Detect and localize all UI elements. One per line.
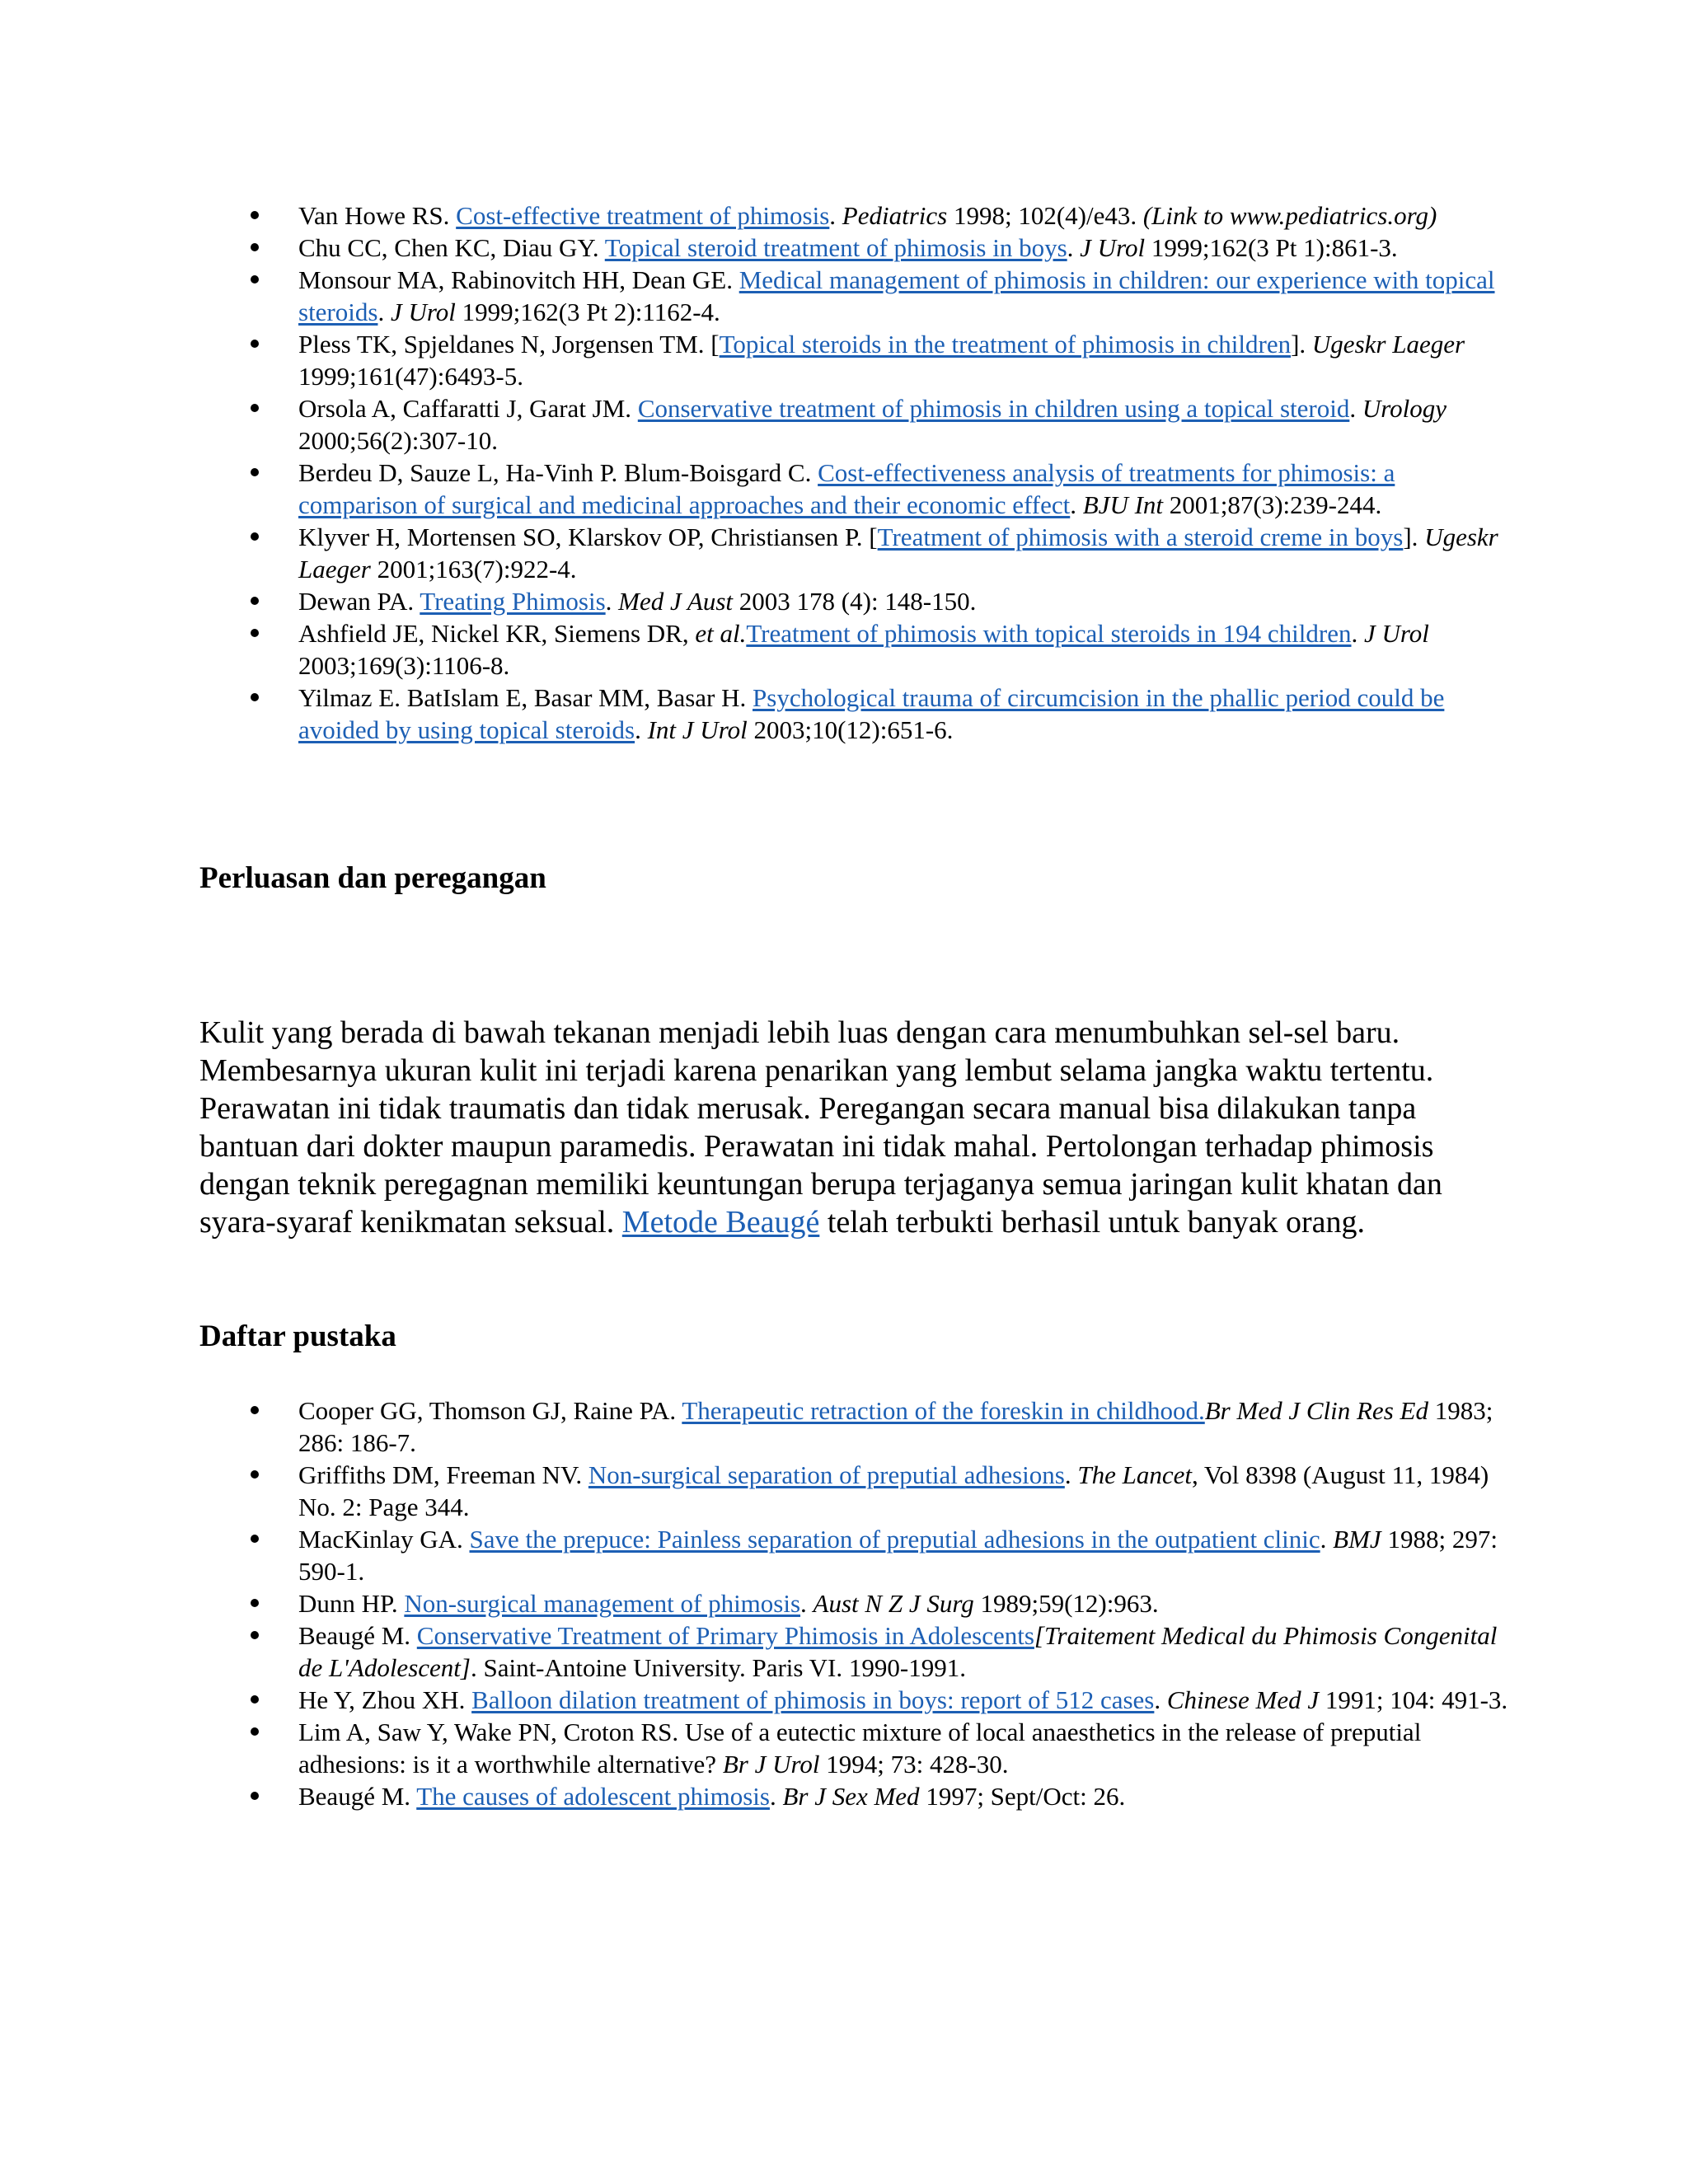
reference-item: MacKinlay GA. Save the prepuce: Painless separation of preputial adhesions in the outpatient clinic. BMJ 1988; 297: 590-1. bbox=[199, 1523, 1510, 1587]
reference-link[interactable]: Psychological trauma of circumcision in the phallic period could be avoided by using topical steroids bbox=[298, 683, 1445, 744]
reference-item: Beaugé M. The causes of adolescent phimosis. Br J Sex Med 1997; Sept/Oct: 26. bbox=[199, 1780, 1510, 1812]
bullet-icon bbox=[251, 597, 259, 605]
reference-item: Ashfield JE, Nickel KR, Siemens DR, et al.Treatment of phimosis with topical steroids in 194 children. J Urol 2003;169(3):1106-8. bbox=[199, 617, 1510, 682]
bullet-icon bbox=[251, 629, 259, 637]
reference-list-topical bbox=[199, 199, 1510, 746]
reference-link[interactable]: Therapeutic retraction of the foreskin in childhood. bbox=[682, 1396, 1205, 1425]
reference-item: Berdeu D, Sauze L, Ha-Vinh P. Blum-Boisgard C. Cost-effectiveness analysis of treatments for phimosis: a comparison of surgical and medicinal approaches and their economic effect. BJU Int 2001;87(3):239-244. bbox=[199, 457, 1510, 521]
reference-link[interactable]: Medical management of phimosis in children: our experience with topical steroids bbox=[298, 265, 1495, 326]
reference-item: Chu CC, Chen KC, Diau GY. Topical steroid treatment of phimosis in boys. J Urol 1999;162(3 Pt 1):861-3. bbox=[199, 232, 1510, 264]
bullet-icon bbox=[251, 404, 259, 412]
reference-link[interactable]: Topical steroid treatment of phimosis in boys bbox=[604, 233, 1067, 262]
reference-link[interactable]: Non-surgical separation of preputial adhesions bbox=[588, 1460, 1065, 1489]
metode-beauge-link[interactable]: Metode Beaugé bbox=[621, 1205, 820, 1240]
section-heading-stretching: Perluasan dan peregangan bbox=[199, 861, 546, 895]
reference-link[interactable]: Topical steroids in the treatment of phimosis in children bbox=[719, 330, 1292, 359]
bullet-icon bbox=[251, 211, 259, 219]
bullet-icon bbox=[251, 1631, 259, 1639]
reference-item: Dunn HP. Non-surgical management of phimosis. Aust N Z J Surg 1989;59(12):963. bbox=[199, 1587, 1510, 1619]
bullet-icon bbox=[251, 468, 259, 476]
reference-item: Dewan PA. Treating Phimosis. Med J Aust 2003 178 (4): 148-150. bbox=[199, 585, 1510, 617]
reference-item: Griffiths DM, Freeman NV. Non-surgical separation of preputial adhesions. The Lancet, Vol 8398 (August 11, 1984) No. 2: Page 344. bbox=[199, 1459, 1510, 1523]
reference-item: He Y, Zhou XH. Balloon dilation treatment of phimosis in boys: report of 512 cases. Chinese Med J 1991; 104: 491-3. bbox=[199, 1684, 1510, 1716]
reference-link[interactable]: Treating Phimosis bbox=[420, 587, 606, 616]
reference-link[interactable]: Treatment of phimosis with topical steroids in 194 children bbox=[746, 619, 1352, 648]
bullet-icon bbox=[251, 340, 259, 348]
reference-item: Klyver H, Mortensen SO, Klarskov OP, Christiansen P. [Treatment of phimosis with a steroid creme in boys]. Ugeskr Laeger 2001;163(7):922-4. bbox=[199, 521, 1510, 585]
reference-item: Lim A, Saw Y, Wake PN, Croton RS. Use of a eutectic mixture of local anaesthetics in the release of preputial adhesions: is it a worthwhile alternative? Br J Urol 1994; 73: 428-30. bbox=[199, 1716, 1510, 1780]
reference-item: Pless TK, Spjeldanes N, Jorgensen TM. [Topical steroids in the treatment of phimosis in children]. Ugeskr Laeger 1999;161(47):6493-5. bbox=[199, 328, 1510, 392]
bullet-icon bbox=[251, 1599, 259, 1607]
bullet-icon bbox=[251, 275, 259, 284]
reference-link[interactable]: Non-surgical management of phimosis bbox=[404, 1589, 801, 1618]
reference-link[interactable]: Treatment of phimosis with a steroid creme in boys bbox=[877, 523, 1404, 551]
reference-item: Orsola A, Caffaratti J, Garat JM. Conservative treatment of phimosis in children using a topical steroid. Urology 2000;56(2):307-10. bbox=[199, 392, 1510, 457]
bullet-icon bbox=[251, 1727, 259, 1736]
section-heading-references: Daftar pustaka bbox=[199, 1319, 396, 1353]
bullet-icon bbox=[251, 693, 259, 701]
reference-item: Van Howe RS. Cost-effective treatment of phimosis. Pediatrics 1998; 102(4)/e43. (Link to www.pediatrics.org) bbox=[199, 199, 1510, 232]
reference-link[interactable]: The causes of adolescent phimosis bbox=[416, 1782, 770, 1811]
stretching-paragraph: Kulit yang berada di bawah tekanan menjadi lebih luas dengan cara menumbuhkan sel-sel baru. Membesarnya ukuran kulit ini terjadi karena penarikan yang lembut selama jangka waktu tertentu. Perawatan ini tidak traumatis dan tidak merusak. Peregangan secara manual bisa dilakukan tanpa bantuan dari dokter maupun paramedis. Perawatan ini tidak mahal. Pertolongan terhadap phimosis dengan teknik peregagnan memiliki keuntungan berupa terjaganya semua jaringan kulit khatan dan syara-syaraf kenikmatan seksual. Metode Beaugé telah terbukti berhasil untuk banyak orang. bbox=[199, 1015, 1442, 1240]
reference-link[interactable]: Cost-effectiveness analysis of treatments for phimosis: a comparison of surgical and medicinal approaches and their economic effect bbox=[298, 458, 1395, 519]
reference-link[interactable]: Conservative treatment of phimosis in children using a topical steroid bbox=[637, 394, 1350, 423]
reference-list-stretching bbox=[199, 1394, 1510, 1812]
reference-item: Beaugé M. Conservative Treatment of Primary Phimosis in Adolescents[Traitement Medical du Phimosis Congenital de L'Adolescent]. Saint-Antoine University. Paris VI. 1990-1991. bbox=[199, 1619, 1510, 1684]
reference-link[interactable]: Balloon dilation treatment of phimosis in boys: report of 512 cases bbox=[471, 1685, 1155, 1714]
reference-item: Cooper GG, Thomson GJ, Raine PA. Therapeutic retraction of the foreskin in childhood.Br Med J Clin Res Ed 1983; 286: 186-7. bbox=[199, 1394, 1510, 1459]
bullet-icon bbox=[251, 1470, 259, 1479]
bullet-icon bbox=[251, 532, 259, 541]
bullet-icon bbox=[251, 1792, 259, 1800]
bullet-icon bbox=[251, 1535, 259, 1543]
bullet-icon bbox=[251, 1695, 259, 1704]
bullet-icon bbox=[251, 1406, 259, 1414]
reference-link[interactable]: Cost-effective treatment of phimosis bbox=[456, 201, 830, 230]
reference-item: Monsour MA, Rabinovitch HH, Dean GE. Medical management of phimosis in children: our experience with topical steroids. J Urol 1999;162(3 Pt 2):1162-4. bbox=[199, 264, 1510, 328]
reference-link[interactable]: Save the prepuce: Painless separation of preputial adhesions in the outpatient clinic bbox=[469, 1525, 1320, 1554]
bullet-icon bbox=[251, 243, 259, 251]
reference-link[interactable]: Conservative Treatment of Primary Phimosis in Adolescents bbox=[416, 1621, 1034, 1650]
reference-item: Yilmaz E. BatIslam E, Basar MM, Basar H. Psychological trauma of circumcision in the phallic period could be avoided by using topical steroids. Int J Urol 2003;10(12):651-6. bbox=[199, 682, 1510, 746]
